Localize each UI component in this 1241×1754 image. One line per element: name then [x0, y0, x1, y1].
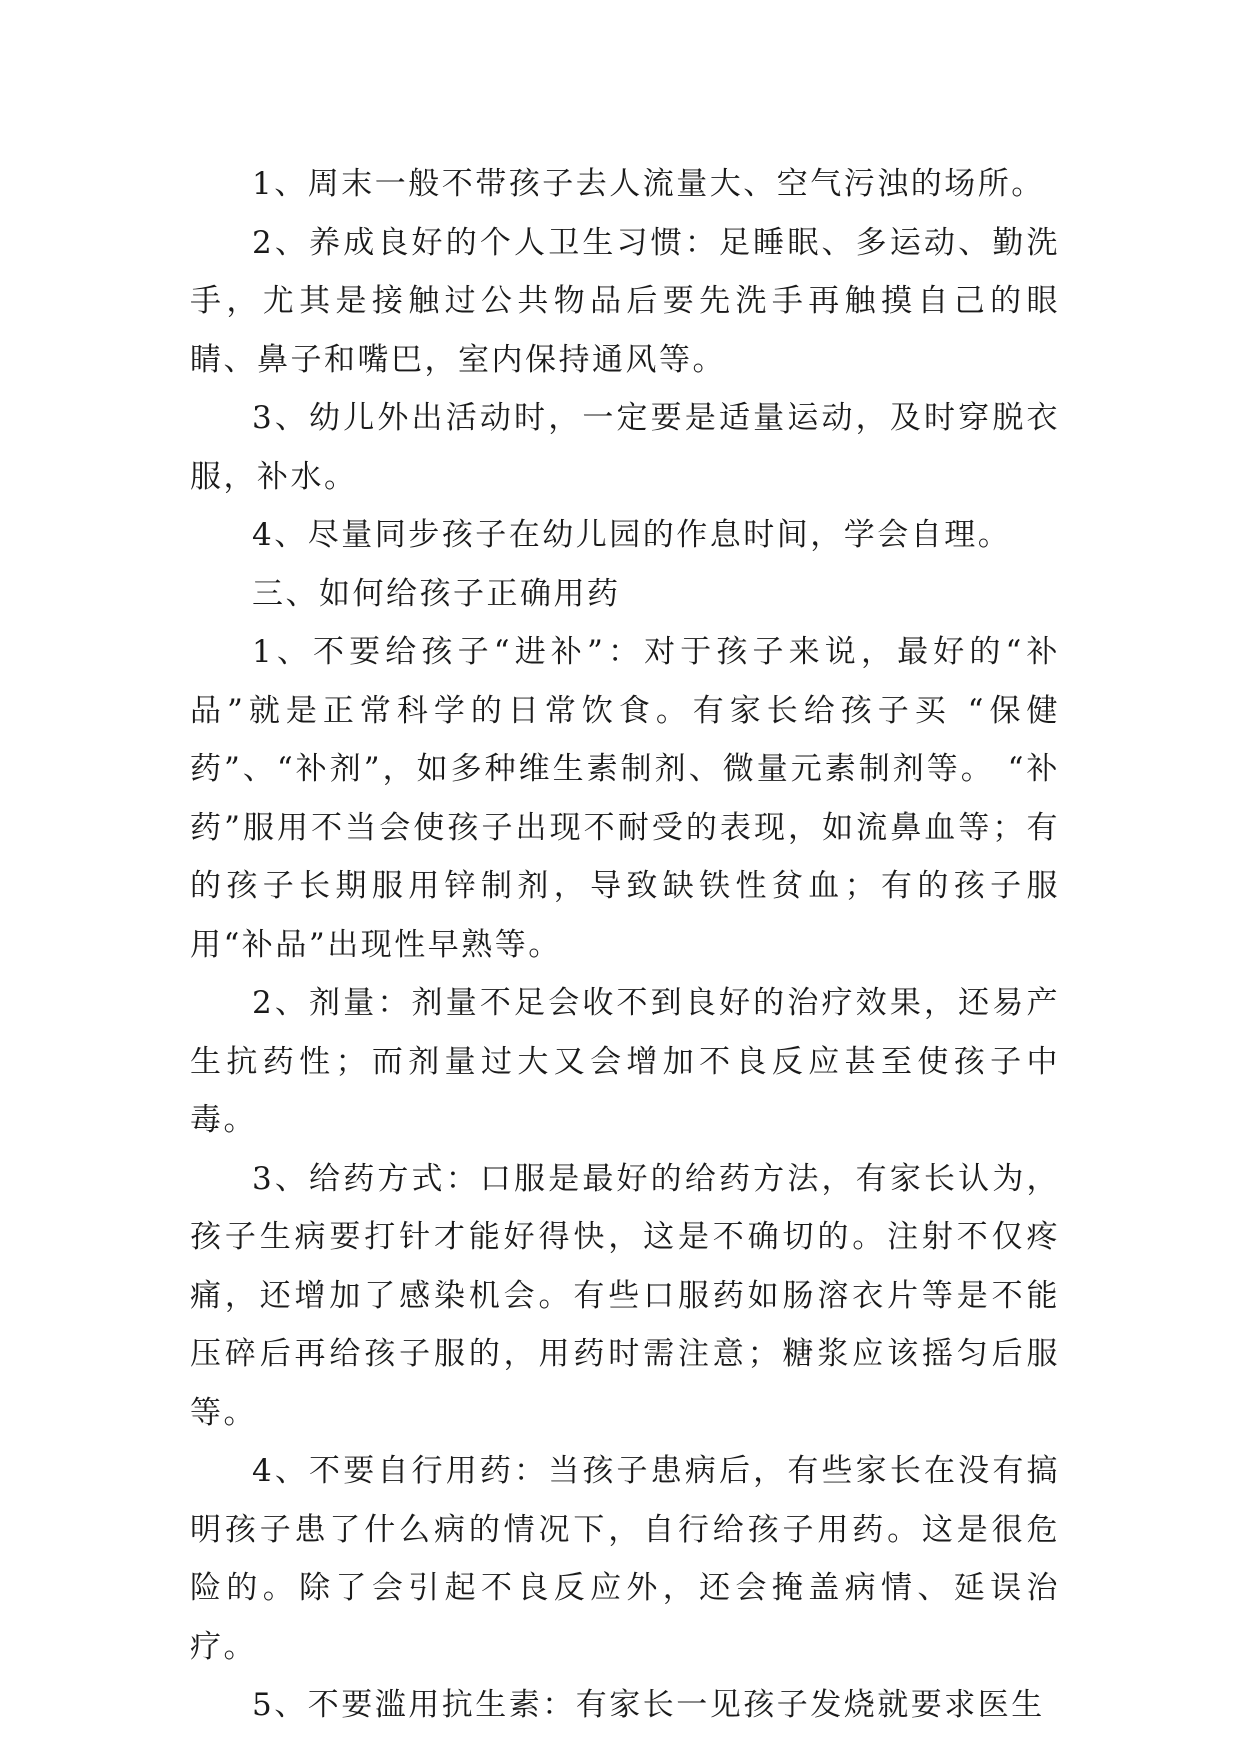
- paragraph-antibiotics: 5、不要滥用抗生素：有家长一见孩子发烧就要求医生: [252, 1687, 1045, 1723]
- paragraph-item-4: 4、尽量同步孩子在幼儿园的作息时间，学会自理。: [252, 517, 1012, 553]
- paragraph-item-3: 3、幼儿外出活动时，一定要是适量运动，及时穿脱衣服，补水。: [190, 400, 1060, 495]
- paragraph-self-medication: 4、不要自行用药：当孩子患病后，有些家长在没有搞明孩子患了什么病的情况下，自行给孩子用药。这是很危险的。除了会引起不良反应外，还会掩盖病情、延误治疗。: [190, 1453, 1060, 1665]
- paragraph-item-1: 1、周末一般不带孩子去人流量大、空气污浊的场所。: [252, 166, 1045, 202]
- paragraph-tonic: 1、不要给孩子“进补”：对于孩子来说，最好的“补品”就是正常科学的日常饮食。有家长给孩子买 “保健药”、“补剂”，如多种维生素制剂、微量元素制剂等。 “补药”服用不当会使孩子出现不耐受的表现，如流鼻血等；有的孩子长期服用锌制剂，导致缺铁性贫血；有的孩子服用“补品”出现性早熟等。: [190, 634, 1060, 963]
- document-body: [190, 155, 1060, 1735]
- section-heading: 三、如何给孩子正确用药: [252, 575, 621, 612]
- paragraph-item-2: 2、养成良好的个人卫生习惯：足睡眠、多运动、勤洗手，尤其是接触过公共物品后要先洗手再触摸自己的眼睛、鼻子和嘴巴，室内保持通风等。: [190, 224, 1060, 378]
- paragraph-administration: 3、给药方式：口服是最好的给药方法，有家长认为，孩子生病要打针才能好得快，这是不确切的。注射不仅疼痛，还增加了感染机会。有些口服药如肠溶衣片等是不能压碎后再给孩子服的，用药时需注意；糖浆应该摇匀后服等。: [190, 1160, 1060, 1431]
- paragraph-dosage: 2、剂量：剂量不足会收不到良好的治疗效果，还易产生抗药性；而剂量过大又会增加不良反应甚至使孩子中毒。: [190, 985, 1060, 1138]
